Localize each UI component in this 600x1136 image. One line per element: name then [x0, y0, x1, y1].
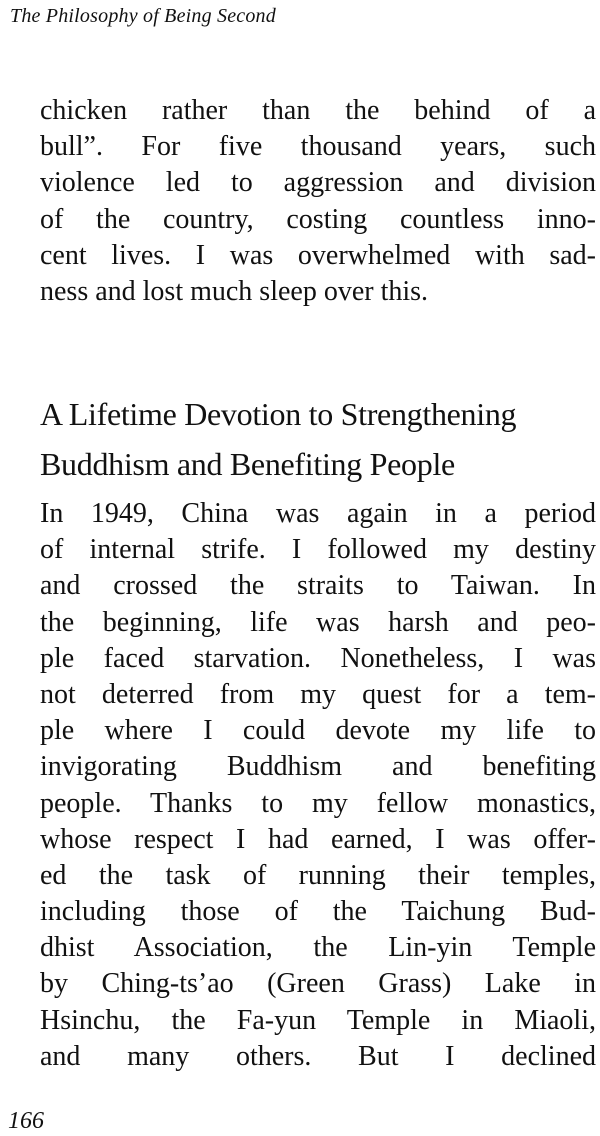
paragraph-line: dhist Association, the Lin-yin Temple: [40, 932, 596, 964]
paragraph-line: ed the task of running their temples,: [40, 859, 596, 891]
paragraph-line: chicken rather than the behind of a: [40, 95, 596, 126]
paragraph-line: by Ching-ts’ao (Green Grass) Lake in: [40, 968, 596, 1000]
paragraph-line: Hsinchu, the Fa-yun Temple in Miaoli,: [40, 1004, 596, 1036]
paragraph-line: In 1949, China was again in a period: [40, 498, 596, 529]
paragraph-line: the beginning, life was harsh and peo-: [40, 606, 596, 638]
section-heading-line: Buddhism and Benefiting People: [40, 446, 455, 482]
paragraph-line: ness and lost much sleep over this.: [40, 275, 429, 307]
paragraph-line: people. Thanks to my fellow monastics,: [40, 787, 596, 819]
page-number: 166: [8, 1108, 44, 1134]
paragraph-line: cent lives. I was overwhelmed with sad-: [40, 239, 596, 271]
paragraph-line: whose respect I had earned, I was offer-: [40, 823, 596, 855]
paragraph-line: violence led to aggression and division: [40, 167, 596, 199]
paragraph-line: and crossed the straits to Taiwan. In: [40, 570, 596, 602]
paragraph-line: and many others. But I declined: [40, 1040, 596, 1072]
paragraph-line: bull”. For five thousand years, such: [40, 131, 596, 163]
paragraph-line: not deterred from my quest for a tem-: [40, 678, 596, 710]
paragraph-line: invigorating Buddhism and benefiting: [40, 751, 596, 783]
running-head: The Philosophy of Being Second: [10, 5, 276, 27]
paragraph-2: [40, 496, 596, 1075]
paragraph-1: [40, 93, 596, 310]
section-heading-line: A Lifetime Devotion to Strengthening: [40, 396, 517, 432]
paragraph-line: of internal strife. I followed my destiny: [40, 534, 596, 566]
paragraph-line: including those of the Taichung Bud-: [40, 896, 596, 928]
paragraph-line: ple faced starvation. Nonetheless, I was: [40, 642, 596, 674]
section-heading: [40, 389, 600, 489]
paragraph-line: of the country, costing countless inno-: [40, 203, 596, 235]
paragraph-line: ple where I could devote my life to: [40, 715, 596, 747]
